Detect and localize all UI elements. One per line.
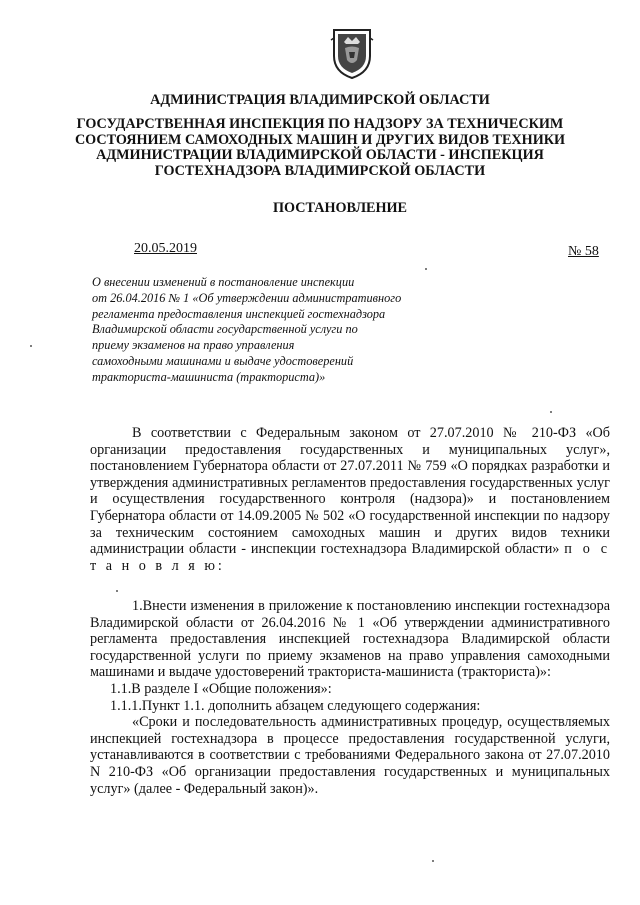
item-1-1-text: 1.1.В разделе I «Общие положения»: (110, 680, 332, 697)
decree-word: п о с т а н о в л я ю: (90, 541, 611, 574)
inspection-title-line: ГОСУДАРСТВЕННАЯ ИНСПЕКЦИЯ ПО НАДЗОРУ ЗА ТЕХНИЧЕСКИМ (76, 116, 564, 132)
subject-line: от 26.04.2016 № 1 «Об утверждении административного (92, 290, 402, 305)
inspection-title-line: АДМИНИСТРАЦИИ ВЛАДИМИРСКОЙ ОБЛАСТИ - ИНСПЕКЦИЯ (96, 147, 544, 163)
subject-line: регламента предоставления инспекцией гостехнадзора (92, 306, 386, 321)
item-1-text: 1.Внести изменения в приложение к постановлению инспекции гостехнадзора Владимирской области от 26.04.2016 № 1 «Об утверждении административного регламента предоставления инспекцией гостехнадзора Владимирской области государственной услуги по приему экзаменов на право управления самоходными машинами и выдаче удостоверений тракториста-машиниста (тракториста)»: (90, 598, 610, 681)
preamble-text: В соответствии с Федеральным законом от 27.07.2010 № 210-ФЗ «Об организации предоставления государственных и муниципальных услуг», постановлением Губернатора области от 27.07.2011 № 759 «О порядках разработки и утверждения административных регламентов предоставления государственных услуг и осуществления государственного контроля (надзора)» и постановлением Губернатора области от 14.09.2005 № 502 «О государственной инспекции по надзору за техническим состоянием самоходных машин и других видов техники администрации области - инспекции гостехнадзора Владимирской области» (90, 425, 610, 558)
subject-line: приему экзаменов на право управления (92, 338, 295, 353)
inspection-title-line: СОСТОЯНИЕМ САМОХОДНЫХ МАШИН И ДРУГИХ ВИДОВ ТЕХНИКИ (74, 131, 566, 148)
document-number (568, 244, 599, 260)
document-date (134, 241, 197, 257)
scan-speck (425, 268, 427, 270)
document-type-title: ПОСТАНОВЛЕНИЕ (272, 200, 408, 216)
coat-of-arms-emblem (330, 26, 374, 80)
subject-line: самоходными машинами и выдаче удостоверений (92, 353, 354, 368)
inspection-title (40, 117, 600, 179)
scan-speck (432, 860, 434, 862)
document-date-value: 20.05.2019 (134, 241, 197, 256)
scan-speck (116, 590, 118, 592)
document-subject (92, 275, 512, 386)
subject-line: тракториста-машиниста (тракториста)» (92, 369, 326, 384)
quoted-amendment-text: «Сроки и последовательность административных процедур, осуществляемых инспекцией гостехнадзора в процессе предоставления государственной услуги, устанавливаются в соответствии с требованиями Федерального закона от 27.07.2010 N 210-ФЗ «Об организации предоставления государственных и муниципальных услуг» (далее - Федеральный закон)». (90, 714, 610, 797)
item-1-1-1-text: 1.1.1.Пункт 1.1. дополнить абзацем следующего содержания: (110, 697, 481, 714)
item-1-paragraph (90, 598, 610, 797)
inspection-title-line: ГОСТЕХНАДЗОРА ВЛАДИМИРСКОЙ ОБЛАСТИ (154, 162, 486, 179)
scan-speck (550, 411, 552, 413)
subject-line: Владимирской области государственной услуги по (92, 322, 358, 337)
scan-speck (30, 345, 32, 347)
administration-title: АДМИНИСТРАЦИЯ ВЛАДИМИРСКОЙ ОБЛАСТИ (150, 92, 490, 108)
preamble-paragraph (90, 425, 610, 574)
document-number-value: № 58 (568, 244, 599, 259)
subject-line: О внесении изменений в постановление инспекции (92, 275, 355, 289)
